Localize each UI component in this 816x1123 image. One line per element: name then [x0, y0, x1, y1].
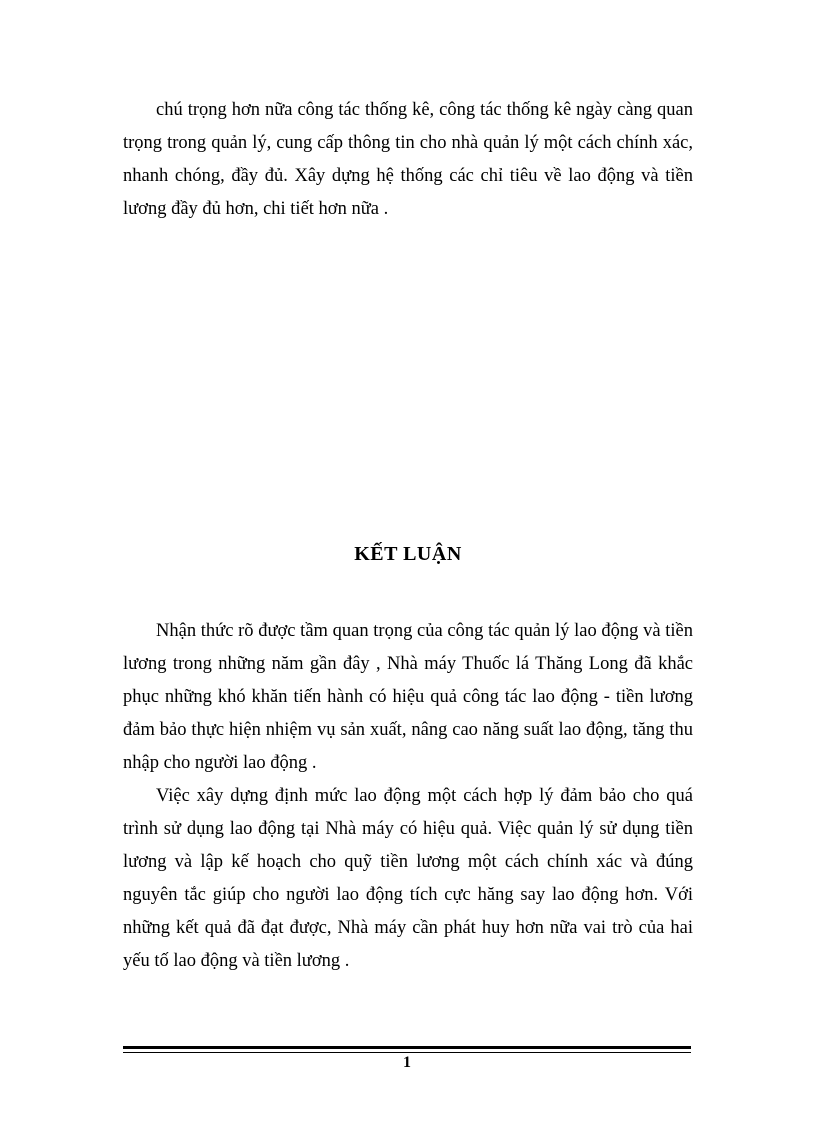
conclusion-paragraph-2: Việc xây dựng định mức lao động một cách hợp lý đảm bảo cho quá trình sử dụng lao động tại Nhà máy có hiệu quả. Việc quản lý sử dụng tiền lương và lập kế hoạch cho quỹ tiền lương một cách chính xác và đúng nguyên tắc giúp cho người lao động tích cực hăng say lao động hơn. Với những kết quả đã đạt được, Nhà máy cần phát huy hơn nữa vai trò của hai yếu tố lao động và tiền lương .: [123, 786, 693, 971]
body-paragraph-continuation: chú trọng hơn nữa công tác thống kê, công tác thống kê ngày càng quan trọng trong quản lý, cung cấp thông tin cho nhà quản lý một cách chính xác, nhanh chóng, đầy đủ. Xây dựng hệ thống các chỉ tiêu về lao động và tiền lương đầy đủ hơn, chi tiết hơn nữa .: [123, 100, 693, 219]
page-number: 1: [403, 1054, 411, 1071]
footer-rule-thin: [123, 1052, 691, 1053]
section-heading-conclusion: KẾT LUẬN: [354, 543, 462, 565]
footer-rule-thick: [123, 1046, 691, 1049]
conclusion-paragraph-1: Nhận thức rõ được tầm quan trọng của công tác quản lý lao động và tiền lương trong những năm gần đây , Nhà máy Thuốc lá Thăng Long đã khắc phục những khó khăn tiến hành có hiệu quả công tác lao động - tiền lương đảm bảo thực hiện nhiệm vụ sản xuất, nâng cao năng suất lao động, tăng thu nhập cho người lao động .: [123, 621, 693, 773]
